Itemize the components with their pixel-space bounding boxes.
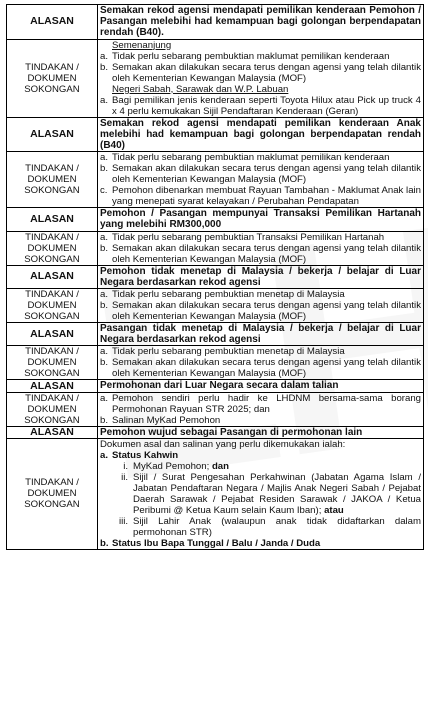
list-item: a. Bagi pemilikan jenis kenderaan seperti Toyota Hilux atau Pick up truck 4 x 4 perlu kemukakan Sijil Pendaftaran Kenderaan (Geran): [100, 94, 421, 117]
action-row: [7, 39, 424, 117]
reason-row: [7, 208, 424, 231]
list-item: b. Semakan akan dilakukan secara terus dengan agensi yang telah dilantik oleh Kementerian Kewangan Malaysia (MOF): [100, 163, 421, 186]
reason-row: [7, 323, 424, 346]
action-row: [7, 289, 424, 323]
alasan-label: ALASAN: [7, 380, 98, 392]
tindakan-label: TINDAKAN / DOKUMEN SOKONGAN: [7, 39, 98, 117]
action-cell: [98, 39, 424, 117]
reason-row: [7, 426, 424, 438]
list-item: b. Semakan akan dilakukan secara terus dengan agensi yang telah dilantik oleh Kementerian Kewangan Malaysia (MOF): [100, 242, 421, 265]
action-cell: [98, 392, 424, 426]
action-row: [7, 346, 424, 380]
intro-text: Dokumen asal dan salinan yang perlu dikemukakan ialah:: [100, 438, 346, 450]
action-cell: [98, 346, 424, 380]
alasan-label: ALASAN: [7, 5, 98, 40]
list-item: b. Semakan akan dilakukan secara terus dengan agensi yang telah dilantik oleh Kementerian Kewangan Malaysia (MOF): [100, 61, 421, 84]
action-row: [7, 231, 424, 265]
list-item: a. Pemohon sendiri perlu hadir ke LHDNM bersama-sama borang Permohonan Rayuan STR 2025; dan: [100, 392, 421, 415]
action-row: [7, 438, 424, 549]
reason-text: Pemohon / Pasangan mempunyai Transaksi Pemilikan Hartanah yang melebihi RM300,000: [98, 208, 424, 231]
subheading-sabah-sarawak: Negeri Sabah, Sarawak dan W.P. Labuan: [112, 83, 289, 95]
list-item: a. Tidak perlu sebarang pembuktian maklumat pemilikan kenderaan: [100, 152, 390, 164]
alasan-label: ALASAN: [7, 265, 98, 288]
sub-list-item: iii. Sijil Lahir Anak (walaupun anak tidak didaftarkan dalam permohonan STR): [118, 515, 421, 538]
tindakan-label: TINDAKAN / DOKUMEN SOKONGAN: [7, 152, 98, 208]
list-item: b. Status Ibu Bapa Tunggal / Balu / Janda / Duda: [100, 537, 321, 549]
sub-list-item: i. MyKad Pemohon; dan: [123, 460, 229, 472]
reason-row: [7, 380, 424, 392]
action-cell: [98, 438, 424, 549]
subheading-semenanjung: Semenanjung: [112, 39, 172, 51]
reason-text: Pasangan tidak menetap di Malaysia / bekerja / belajar di Luar Negara berdasarkan rekod agensi: [98, 323, 424, 346]
list-item: b. Semakan akan dilakukan secara terus dengan agensi yang telah dilantik oleh Kementerian Kewangan Malaysia (MOF): [100, 300, 421, 323]
list-item: b. Semakan akan dilakukan secara terus dengan agensi yang telah dilantik oleh Kementerian Kewangan Malaysia (MOF): [100, 357, 421, 380]
list-item: a. Tidak perlu sebarang pembuktian menetap di Malaysia: [100, 289, 345, 301]
list-item: b. Salinan MyKad Pemohon: [100, 414, 221, 426]
action-row: [7, 152, 424, 208]
alasan-label: ALASAN: [7, 323, 98, 346]
reason-row: [7, 265, 424, 288]
reason-row: [7, 5, 424, 40]
action-cell: [98, 231, 424, 265]
reason-text: Pemohon tidak menetap di Malaysia / bekerja / belajar di Luar Negara berdasarkan rekod agensi: [98, 265, 424, 288]
action-cell: [98, 152, 424, 208]
reason-text: Semakan rekod agensi mendapati pemilikan kenderaan Pemohon / Pasangan melebihi had kemampuan bagi golongan berpendapatan rendah (B40).: [98, 5, 424, 40]
alasan-label: ALASAN: [7, 208, 98, 231]
tindakan-label: TINDAKAN / DOKUMEN SOKONGAN: [7, 346, 98, 380]
tindakan-label: TINDAKAN / DOKUMEN SOKONGAN: [7, 438, 98, 549]
appeal-reasons-table: [6, 4, 424, 550]
reason-text: Permohonan dari Luar Negara secara dalam talian: [98, 380, 424, 392]
alasan-label: ALASAN: [7, 426, 98, 438]
tindakan-label: TINDAKAN / DOKUMEN SOKONGAN: [7, 392, 98, 426]
reason-row: [7, 117, 424, 152]
list-item: a. Status Kahwin: [100, 449, 179, 461]
list-item: a. Tidak perlu sebarang pembuktian maklumat pemilikan kenderaan: [100, 50, 390, 62]
reason-text: Semakan rekod agensi mendapati pemilikan kenderaan Anak melebihi had kemampuan bagi golongan berpendapatan rendah (B40): [98, 117, 424, 152]
action-cell: [98, 289, 424, 323]
list-item: a. Tidak perlu sebarang pembuktian menetap di Malaysia: [100, 346, 345, 358]
sub-list-item: ii. Sijil / Surat Pengesahan Perkahwinan (Jabatan Agama Islam / Jabatan Pendaftaran Negara / Majlis Anak Negeri Sabah / Pejabat Daerah Sarawak / Pejabat Residen Sarawak / JAKOA / Ketua Peribumi @ Ketua Kaum selain Kaum Iban); atau: [121, 471, 421, 516]
tindakan-label: TINDAKAN / DOKUMEN SOKONGAN: [7, 289, 98, 323]
list-item: a. Tidak perlu sebarang pembuktian Transaksi Pemilikan Hartanah: [100, 231, 385, 243]
reason-text: Pemohon wujud sebagai Pasangan di permohonan lain: [98, 426, 424, 438]
tindakan-label: TINDAKAN / DOKUMEN SOKONGAN: [7, 231, 98, 265]
list-item: c. Pemohon dibenarkan membuat Rayuan Tambahan - Maklumat Anak lain yang menepati syarat kelayakan / Perubahan Pendapatan: [100, 185, 421, 208]
action-row: [7, 392, 424, 426]
alasan-label: ALASAN: [7, 117, 98, 152]
